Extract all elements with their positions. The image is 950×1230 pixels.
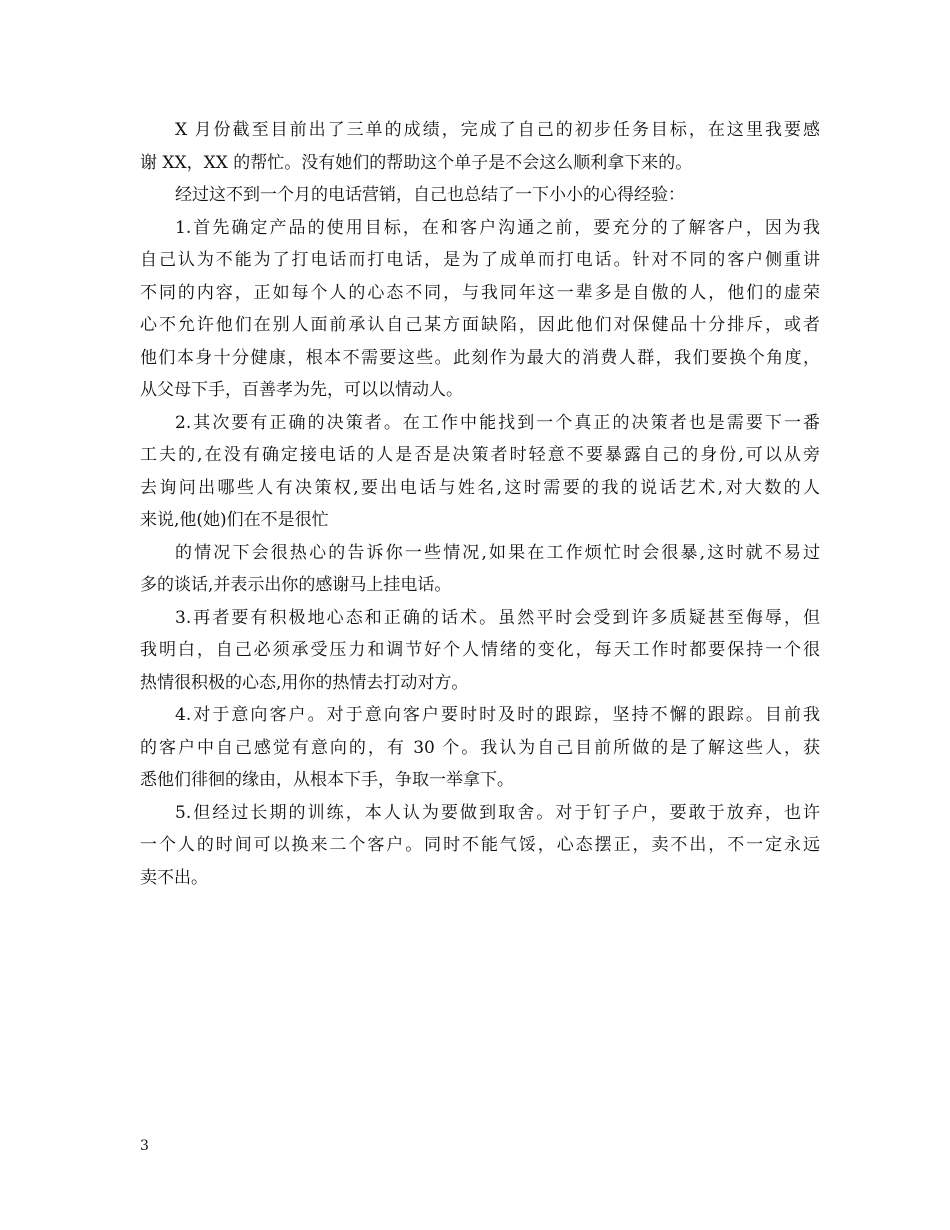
- text-line: 4.对于意向客户。对于意向客户要时时及时的跟踪，坚持不懈的跟踪。目前我: [175, 705, 820, 725]
- text-line: 不同的内容，正如每个人的心态不同，与我同年这一辈多是自傲的人，他们的虚荣: [140, 282, 820, 303]
- text-line: 谢 XX，XX 的帮忙。没有她们的帮助这个单子是不会这么顺利拿下来的。: [140, 152, 693, 173]
- text-line: 悉他们徘徊的缘由，从根本下手，争取一举拿下。: [140, 770, 514, 790]
- text-line: 从父母下手，百善孝为先，可以以情动人。: [140, 380, 463, 400]
- text-line: 来说,他(她)们在不是很忙: [140, 510, 329, 530]
- text-line: 经过这不到一个月的电话营销，自己也总结了一下小小的心得经验：: [175, 185, 685, 205]
- page-number: 3: [140, 1138, 149, 1154]
- document-body: [140, 114, 820, 894]
- text-line: 一个人的时间可以换来二个客户。同时不能气馁，心态摆正，卖不出，不一定永远: [140, 835, 820, 855]
- text-line: 的情况下会很热心的告诉你一些情况,如果在工作烦忙时会很暴,这时就不易过: [175, 542, 820, 563]
- text-line: 的客户中自己感觉有意向的，有 30 个。我认为自己目前所做的是了解这些人，获: [140, 737, 820, 758]
- text-line: 去询问出哪些人有决策权,要出电话与姓名,这时需要的我的说话艺术,对大数的人: [140, 477, 820, 498]
- text-line: 1.首先确定产品的使用目标，在和客户沟通之前，要充分的了解客户，因为我: [175, 217, 820, 238]
- text-line: 3.再者要有积极地心态和正确的话术。虽然平时会受到许多质疑甚至侮辱，但: [175, 607, 820, 628]
- text-line: 他们本身十分健康，根本不需要这些。此刻作为最大的消费人群，我们要换个角度，: [140, 347, 820, 368]
- text-line: 我明白，自己必须承受压力和调节好个人情绪的变化，每天工作时都要保持一个很: [140, 640, 820, 660]
- text-line: 工夫的,在没有确定接电话的人是否是决策者时轻意不要暴露自己的身份,可以从旁: [140, 445, 820, 465]
- text-line: 2.其次要有正确的决策者。在工作中能找到一个真正的决策者也是需要下一番: [175, 412, 820, 433]
- text-line: 卖不出。: [140, 867, 208, 888]
- text-line: 热情很积极的心态,用你的热情去打动对方。: [140, 672, 469, 693]
- text-line: 心不允许他们在别人面前承认自己某方面缺陷，因此他们对保健品十分排斥，或者: [140, 315, 820, 335]
- text-line: 自己认为不能为了打电话而打电话，是为了成单而打电话。针对不同的客户侧重讲: [140, 250, 820, 270]
- text-line: 多的谈话,并表示出你的感谢马上挂电话。: [140, 575, 452, 595]
- text-line: X 月份截至目前出了三单的成绩，完成了自己的初步任务目标，在这里我要感: [175, 120, 820, 140]
- text-line: 5.但经过长期的训练，本人认为要做到取舍。对于钉子户，要敢于放弃，也许: [175, 802, 820, 823]
